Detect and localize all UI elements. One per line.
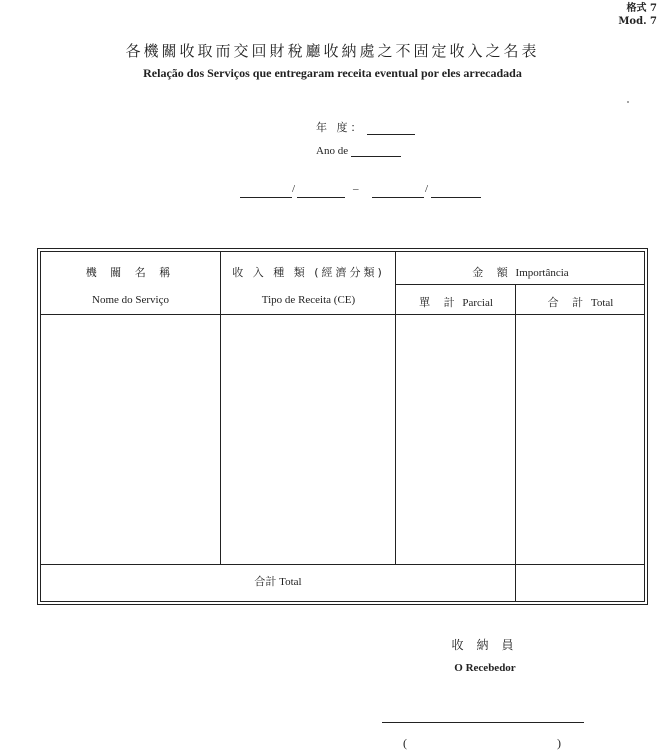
body-partial-cell[interactable] <box>397 316 514 562</box>
form-code-zh: 格式 7 <box>626 3 657 14</box>
name-paren-open: ( <box>403 736 407 750</box>
period-end-day-input[interactable] <box>372 197 424 198</box>
body-revenue-cell[interactable] <box>222 316 394 562</box>
header-partial-zh: 單 計 <box>419 296 460 309</box>
amount-header-divider <box>395 284 645 285</box>
header-bottom-line <box>41 314 645 315</box>
header-partial-pt: Parcial <box>462 297 493 309</box>
printed-name-input[interactable] <box>412 736 554 752</box>
total-row-top-line <box>41 564 645 565</box>
year-label-zh: 年 度： <box>316 121 365 134</box>
revenue-table <box>40 251 645 602</box>
header-amount <box>396 264 645 280</box>
header-service-pt: Nome do Serviço <box>92 294 169 306</box>
col-divider-3 <box>515 284 516 602</box>
stray-mark <box>627 101 629 103</box>
title-chinese: 各機關收取而交回財稅廳收納處之不固定收入之名表 <box>125 42 540 60</box>
year-label-pt: Ano de <box>316 145 349 157</box>
header-revenue-zh: 收 入 種 類 (經濟分類) <box>232 266 385 279</box>
period-dash: – <box>353 183 359 195</box>
name-paren-close: ) <box>557 736 561 750</box>
total-row-value-cell[interactable] <box>517 566 644 600</box>
header-total-zh: 合 計 <box>547 296 589 309</box>
receiver-label-pt: O Recebedor <box>454 662 516 674</box>
period-end-month-input[interactable] <box>431 197 481 198</box>
form-code-pt: Mod. 7 <box>618 16 657 27</box>
header-amount-pt: Importância <box>515 267 569 279</box>
total-row-label <box>41 573 515 589</box>
header-total-pt: Total <box>590 297 614 309</box>
form-code <box>618 2 657 28</box>
year-field-pt <box>316 144 401 157</box>
signature-line[interactable] <box>382 722 584 723</box>
body-total-cell[interactable] <box>517 316 644 562</box>
receiver-label-zh: 收 納 員 <box>451 638 519 652</box>
year-field-zh <box>316 119 415 135</box>
header-service-zh: 機 關 名 稱 <box>85 266 176 279</box>
year-input-zh[interactable] <box>367 122 415 135</box>
period-end-slash: / <box>425 183 429 195</box>
period-start-month-input[interactable] <box>297 197 345 198</box>
body-service-cell[interactable] <box>43 316 219 562</box>
header-amount-zh: 金 額 <box>472 266 513 279</box>
total-row-label-zh: 合計 <box>254 575 277 588</box>
header-revenue-pt: Tipo de Receita (CE) <box>261 294 356 306</box>
header-total <box>516 294 645 310</box>
period-start-slash: / <box>292 183 296 195</box>
period-start-day-input[interactable] <box>240 197 292 198</box>
year-input-pt[interactable] <box>351 144 401 157</box>
title-portuguese: Relação dos Serviços que entregaram receita eventual por eles arrecadada <box>143 66 522 80</box>
total-row-label-pt: Total <box>279 576 302 588</box>
header-partial <box>396 294 516 310</box>
